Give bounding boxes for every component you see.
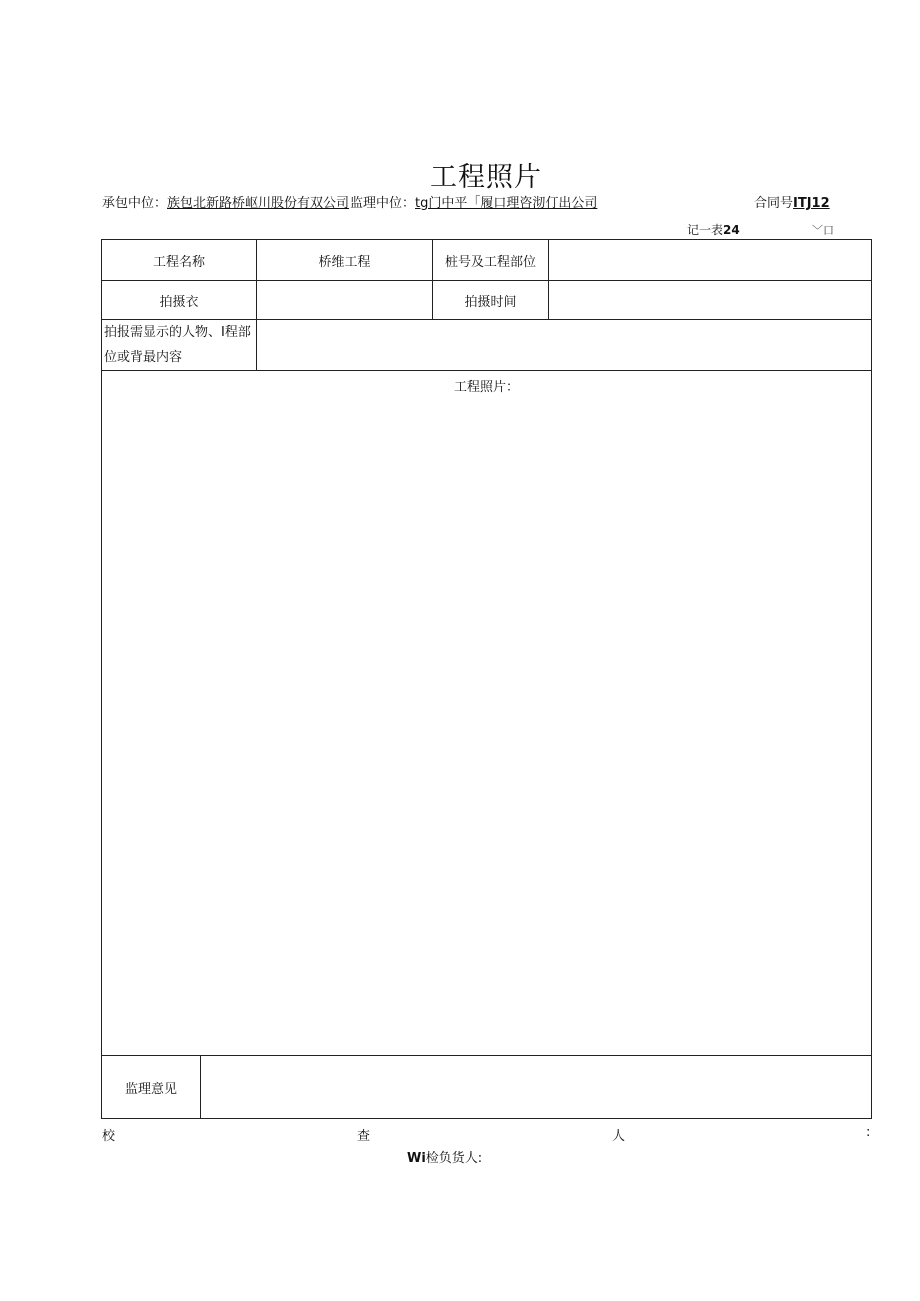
page-title: 工程照片 [430, 162, 542, 193]
footer-xiao: 校 [102, 1129, 116, 1144]
photo-record-table [101, 239, 872, 1119]
contractor-label: 承包中位： [102, 196, 168, 211]
project-name-label: 工程名称 [102, 240, 257, 281]
content-label: 拍报需显示的人物、I程部位或背最内容 [102, 320, 257, 371]
contract-label: 合同号 [754, 196, 794, 211]
supervisor-value: tg门中平「履口理咨沏仃出公司 [415, 196, 598, 211]
photo-area[interactable] [102, 371, 872, 1056]
contractor-value: 族包北新路桥岖川股份有双公司 [167, 196, 350, 211]
contract-value: ITJ12 [793, 196, 830, 211]
table-row [102, 320, 872, 371]
footer-cha: 查 [357, 1129, 371, 1144]
record-label: 记一表 [687, 223, 724, 237]
table-row [102, 1056, 872, 1119]
footer-colon: : [866, 1125, 871, 1140]
opinion-value[interactable] [201, 1056, 872, 1119]
inspector-label: 检负货人: [425, 1151, 483, 1166]
contract-line [754, 192, 830, 211]
record-number [687, 221, 740, 238]
table-row [102, 240, 872, 281]
time-label: 拍摄时间 [433, 281, 549, 320]
photographer-value[interactable] [257, 281, 433, 320]
record-value: 24 [723, 223, 740, 237]
project-name-value[interactable]: 桥维工程 [257, 240, 433, 281]
station-value[interactable] [549, 240, 872, 281]
table-row [102, 281, 872, 320]
photo-label: 工程照片： [454, 380, 520, 395]
inspector-prefix: Wi [407, 1151, 426, 1166]
photographer-label: 拍摄衣 [102, 281, 257, 320]
supervisor-label: 监理中位： [350, 196, 416, 211]
table-row [102, 371, 872, 1056]
station-label: 桩号及工程部位 [433, 240, 549, 281]
content-value[interactable] [257, 320, 872, 371]
supervisor-line [350, 192, 597, 211]
opinion-label: 监理意见 [102, 1056, 201, 1119]
inspector-line [407, 1147, 482, 1166]
contractor-line [102, 192, 349, 211]
page-mark: ﹀口 [812, 224, 834, 237]
footer-ren: 人 [612, 1129, 626, 1144]
time-value[interactable] [549, 281, 872, 320]
